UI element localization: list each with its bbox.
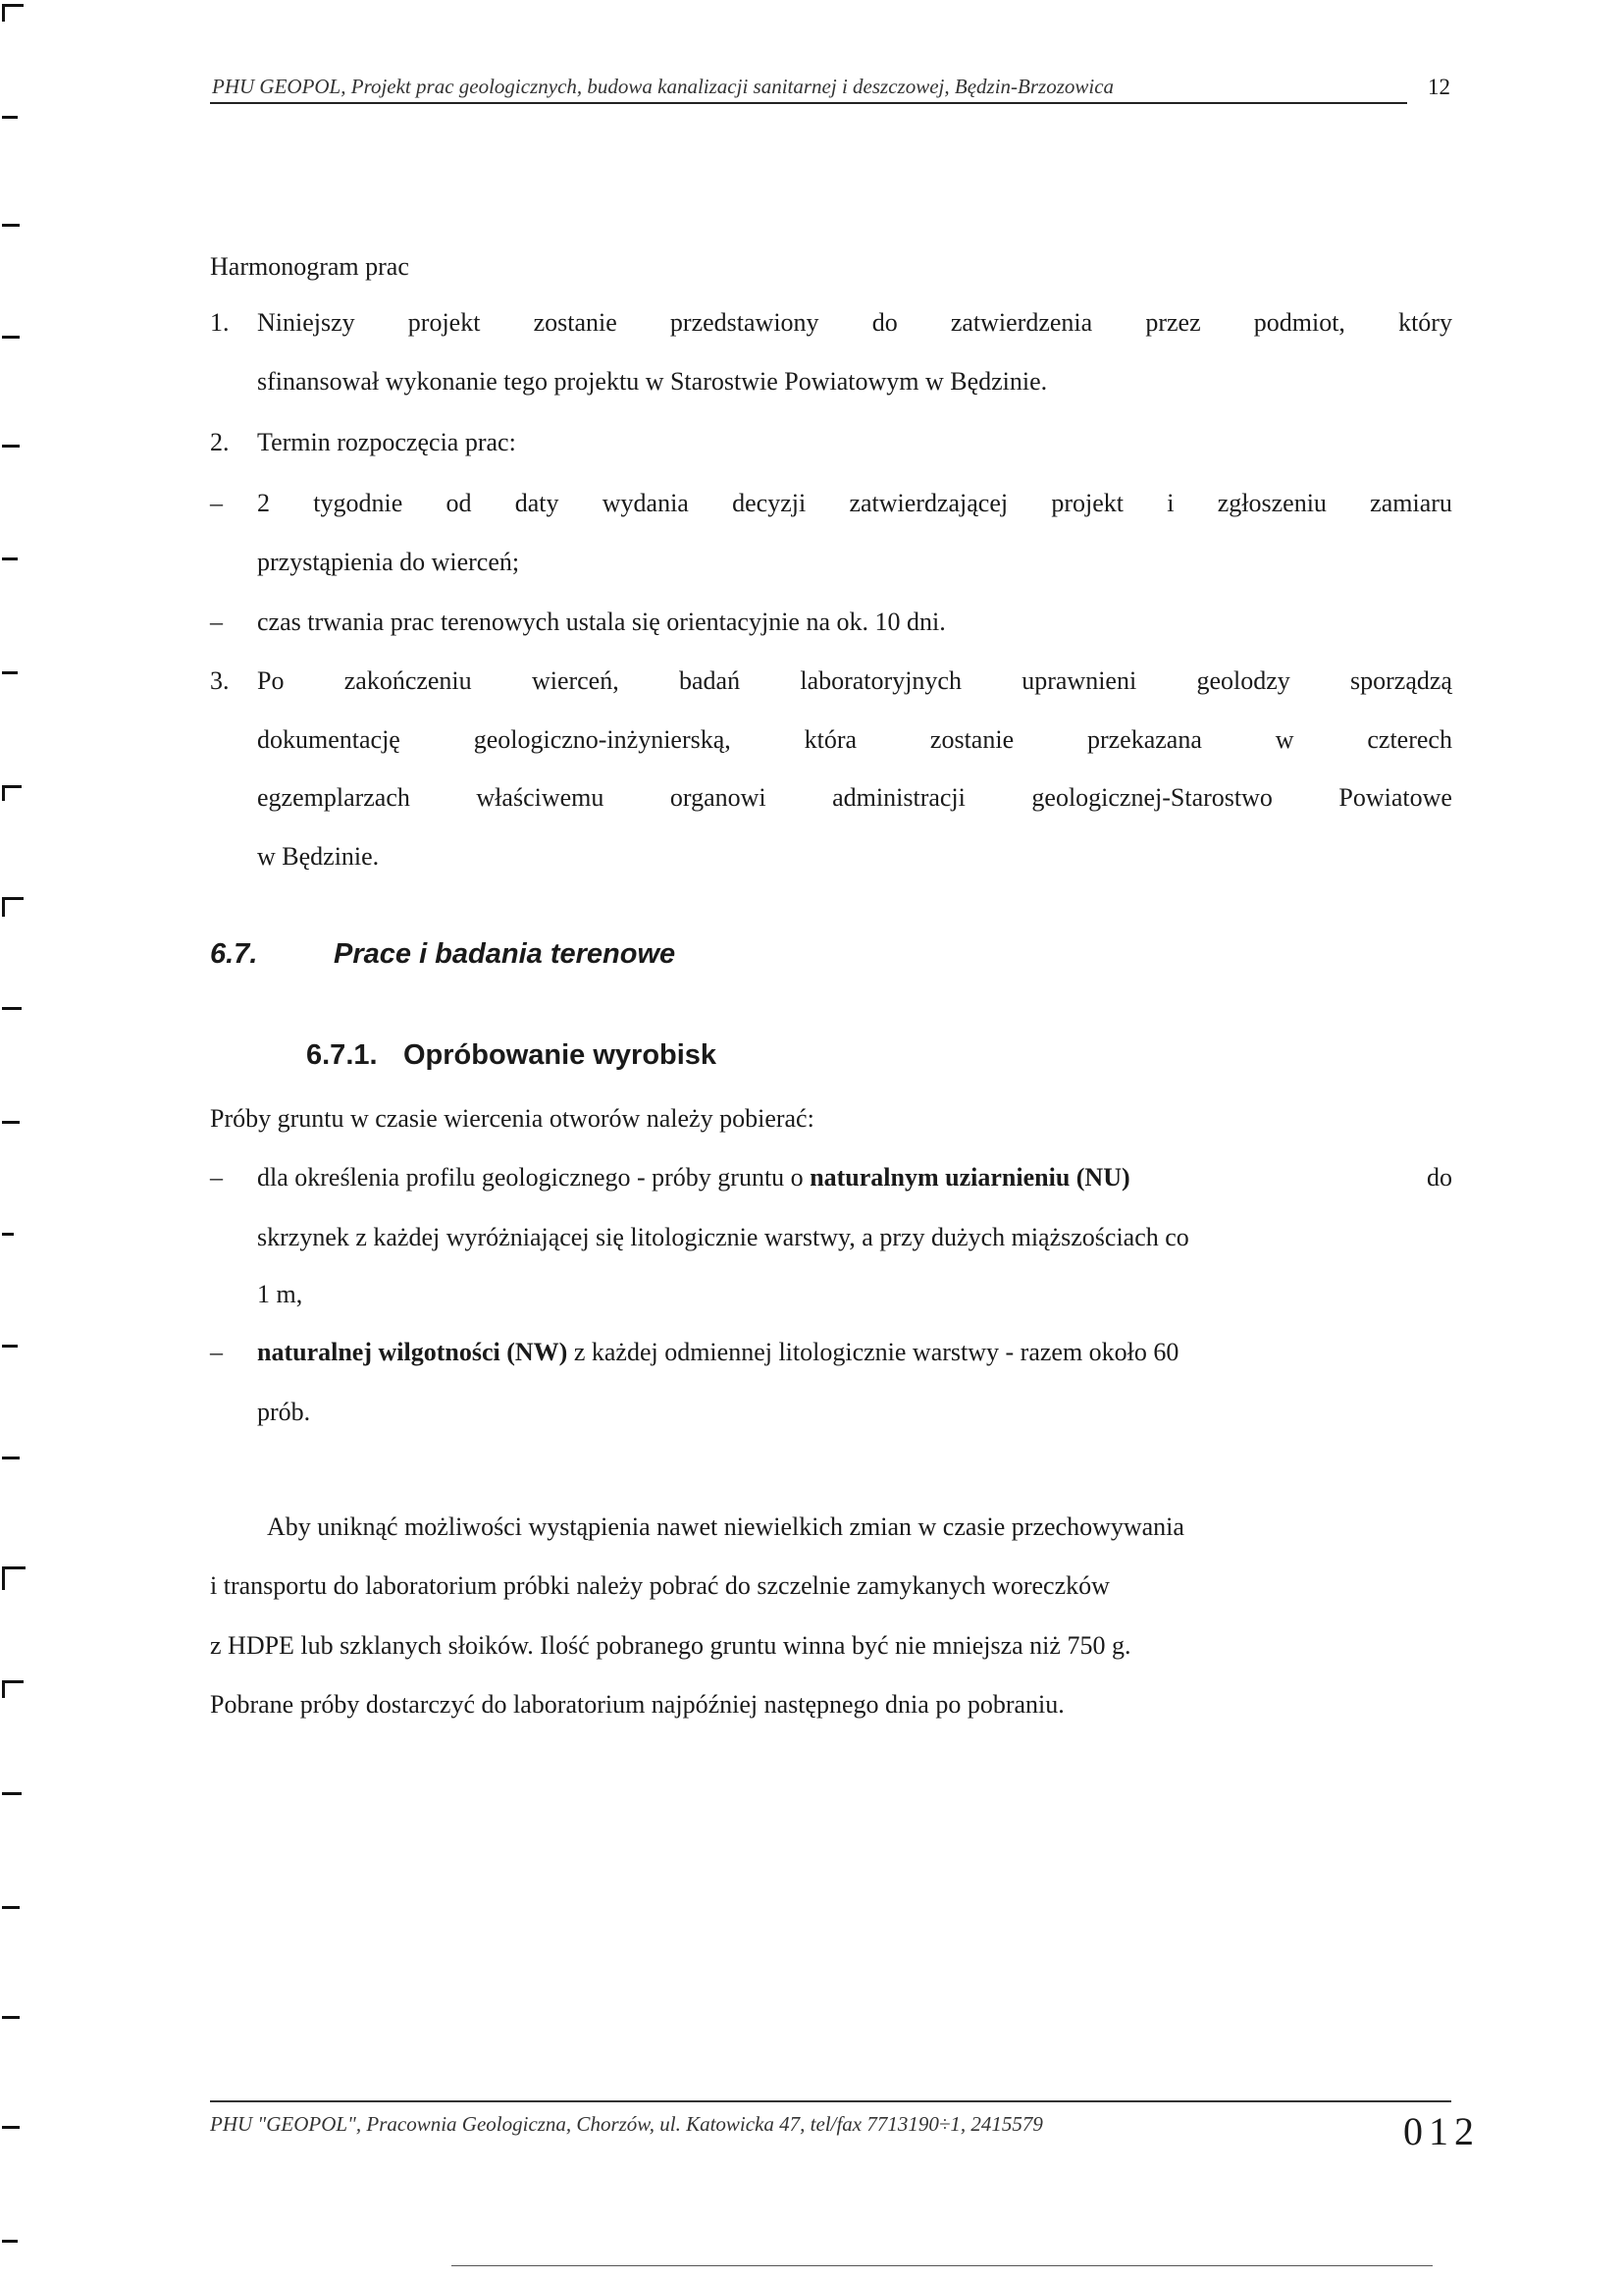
word: wydania — [602, 489, 689, 517]
scan-mark — [2, 1906, 20, 1909]
scan-mark — [2, 1345, 18, 1348]
paragraph-line3: z HDPE lub szklanych słoików. Ilość pobranego gruntu winna być nie mniejsza niż 750 g. — [210, 1631, 1131, 1660]
footer-text: PHU "GEOPOL", Pracownia Geologiczna, Chorzów, ul. Katowicka 47, tel/fax 7713190÷1, 2415579 — [210, 2112, 1043, 2136]
word: Po — [257, 666, 285, 695]
dash-bullet: – — [210, 1163, 223, 1192]
word: do — [871, 308, 898, 337]
scan-mark — [2, 445, 20, 448]
word: dokumentację — [257, 725, 400, 754]
header-text: PHU GEOPOL, Projekt prac geologicznych, budowa kanalizacji sanitarnej i deszczowej, Będzin-Brzozowica — [212, 75, 1115, 98]
item1-line1 — [257, 307, 1452, 339]
scan-mark — [2, 1680, 5, 1698]
word: zakończeniu — [343, 666, 472, 695]
scan-mark — [2, 336, 20, 339]
word: tygodnie — [313, 489, 403, 517]
scan-mark — [2, 1457, 20, 1459]
item-number: 2. — [210, 428, 230, 456]
word: podmiot, — [1253, 308, 1345, 337]
item2-dash2: czas trwania prac terenowych ustala się orientacyjnie na ok. 10 dni. — [257, 608, 946, 636]
bullet1-post: do — [1427, 1163, 1452, 1192]
item3-line3 — [257, 782, 1452, 814]
word: zatwierdzenia — [950, 308, 1093, 337]
word: zamiaru — [1370, 489, 1452, 517]
scan-mark — [2, 2126, 20, 2129]
word: administracji — [832, 783, 966, 812]
scan-mark — [2, 4, 5, 22]
bullet1-text — [257, 1162, 1130, 1193]
scan-mark — [2, 785, 22, 788]
dash-bullet: – — [210, 489, 223, 517]
scan-mark — [2, 224, 20, 227]
word: geologiczno-inżynierską, — [473, 725, 731, 754]
scan-mark — [2, 4, 24, 7]
item-number: 3. — [210, 666, 230, 695]
word: sporządzą — [1350, 666, 1452, 695]
sampling-bullet2-line2: prób. — [257, 1398, 311, 1426]
item-number: 1. — [210, 308, 230, 337]
word: projekt — [1051, 489, 1124, 517]
scan-mark — [2, 1233, 14, 1236]
paragraph-line4: Pobrane próby dostarczyć do laboratorium najpóźniej następnego dnia po pobraniu. — [210, 1690, 1065, 1719]
scan-mark — [2, 1566, 26, 1569]
item3-line2 — [257, 724, 1452, 756]
sampling-bullet1-line1 — [257, 1162, 1452, 1193]
word: uprawnieni — [1022, 666, 1137, 695]
sampling-bullet2-line1 — [257, 1337, 1179, 1368]
item3-line1 — [257, 665, 1452, 697]
stamp-number: 012 — [1403, 2109, 1480, 2153]
paragraph-line1: Aby uniknąć możliwości wystąpienia nawet niewielkich zmian w czasie przechowywania — [267, 1512, 1184, 1541]
sampling-intro: Próby gruntu w czasie wiercenia otworów należy pobierać: — [210, 1104, 814, 1133]
word: zatwierdzającej — [849, 489, 1009, 517]
word: i — [1167, 489, 1175, 517]
word: decyzji — [732, 489, 807, 517]
bottom-rule — [451, 2265, 1433, 2266]
scan-mark — [2, 557, 18, 560]
scan-mark — [2, 897, 5, 917]
word: projekt — [407, 308, 481, 337]
bullet2-bold: naturalnej wilgotności (NW) — [257, 1338, 568, 1366]
item2-line1: Termin rozpoczęcia prac: — [257, 428, 516, 456]
word: organowi — [669, 783, 766, 812]
word: od — [445, 489, 472, 517]
section-title: Prace i badania terenowe — [334, 938, 676, 970]
item2-dash1-line2: przystąpienia do wierceń; — [257, 548, 520, 576]
bullet2-post: z każdej odmiennej litologicznie warstwy - razem około 60 — [567, 1338, 1179, 1366]
word: egzemplarzach — [257, 783, 410, 812]
word: Niniejszy — [257, 308, 355, 337]
word: geologicznej-Starostwo — [1031, 783, 1273, 812]
scan-mark — [2, 1680, 24, 1683]
scan-mark — [2, 1792, 22, 1795]
word: geolodzy — [1196, 666, 1290, 695]
scan-mark — [2, 1007, 22, 1010]
scan-mark — [2, 671, 18, 674]
word: wierceń, — [531, 666, 619, 695]
word: laboratoryjnych — [800, 666, 962, 695]
word: która — [804, 725, 858, 754]
scan-mark — [2, 1121, 20, 1124]
bullet1-bold: naturalnym uziarnieniu (NU) — [810, 1163, 1130, 1192]
word: czterech — [1367, 725, 1452, 754]
item3-line4: w Będzinie. — [257, 842, 380, 871]
dash-bullet: – — [210, 608, 223, 636]
scan-mark — [2, 785, 5, 801]
page-header — [210, 73, 1407, 104]
sampling-bullet1-line3: 1 m, — [257, 1280, 303, 1308]
section-number: 6.7. — [210, 938, 258, 970]
word: przedstawiony — [669, 308, 819, 337]
word: badań — [678, 666, 741, 695]
word: zostanie — [533, 308, 617, 337]
dash-bullet: – — [210, 1338, 223, 1366]
word: zgłoszeniu — [1217, 489, 1327, 517]
scan-mark — [2, 897, 24, 900]
schedule-title: Harmonogram prac — [210, 252, 409, 281]
bullet1-pre: dla określenia profilu geologicznego - próby gruntu o — [257, 1163, 811, 1192]
page-number: 12 — [1428, 75, 1450, 99]
word: 2 — [257, 489, 270, 517]
word: właściwemu — [476, 783, 604, 812]
subsection-title: Opróbowanie wyrobisk — [403, 1039, 717, 1071]
scan-mark — [2, 1566, 5, 1590]
word: zostanie — [929, 725, 1015, 754]
word: przez — [1145, 308, 1201, 337]
word: który — [1398, 308, 1452, 337]
paragraph-line2: i transportu do laboratorium próbki należy pobrać do szczelnie zamykanych woreczków — [210, 1571, 1110, 1600]
word: przekazana — [1086, 725, 1202, 754]
item2-dash1-line1 — [257, 488, 1452, 519]
scan-mark — [2, 2016, 20, 2019]
item1-line2: sfinansował wykonanie tego projektu w Starostwie Powiatowym w Będzinie. — [257, 367, 1048, 396]
scan-mark — [2, 116, 18, 119]
footer-rule — [210, 2100, 1451, 2102]
word: w — [1275, 725, 1294, 754]
sampling-bullet1-line2: skrzynek z każdej wyróżniającej się litologicznie warstwy, a przy dużych miąższościach co — [257, 1223, 1189, 1251]
subsection-number: 6.7.1. — [306, 1039, 378, 1071]
word: daty — [514, 489, 559, 517]
scan-mark — [2, 2240, 18, 2243]
word: Powiatowe — [1338, 783, 1452, 812]
